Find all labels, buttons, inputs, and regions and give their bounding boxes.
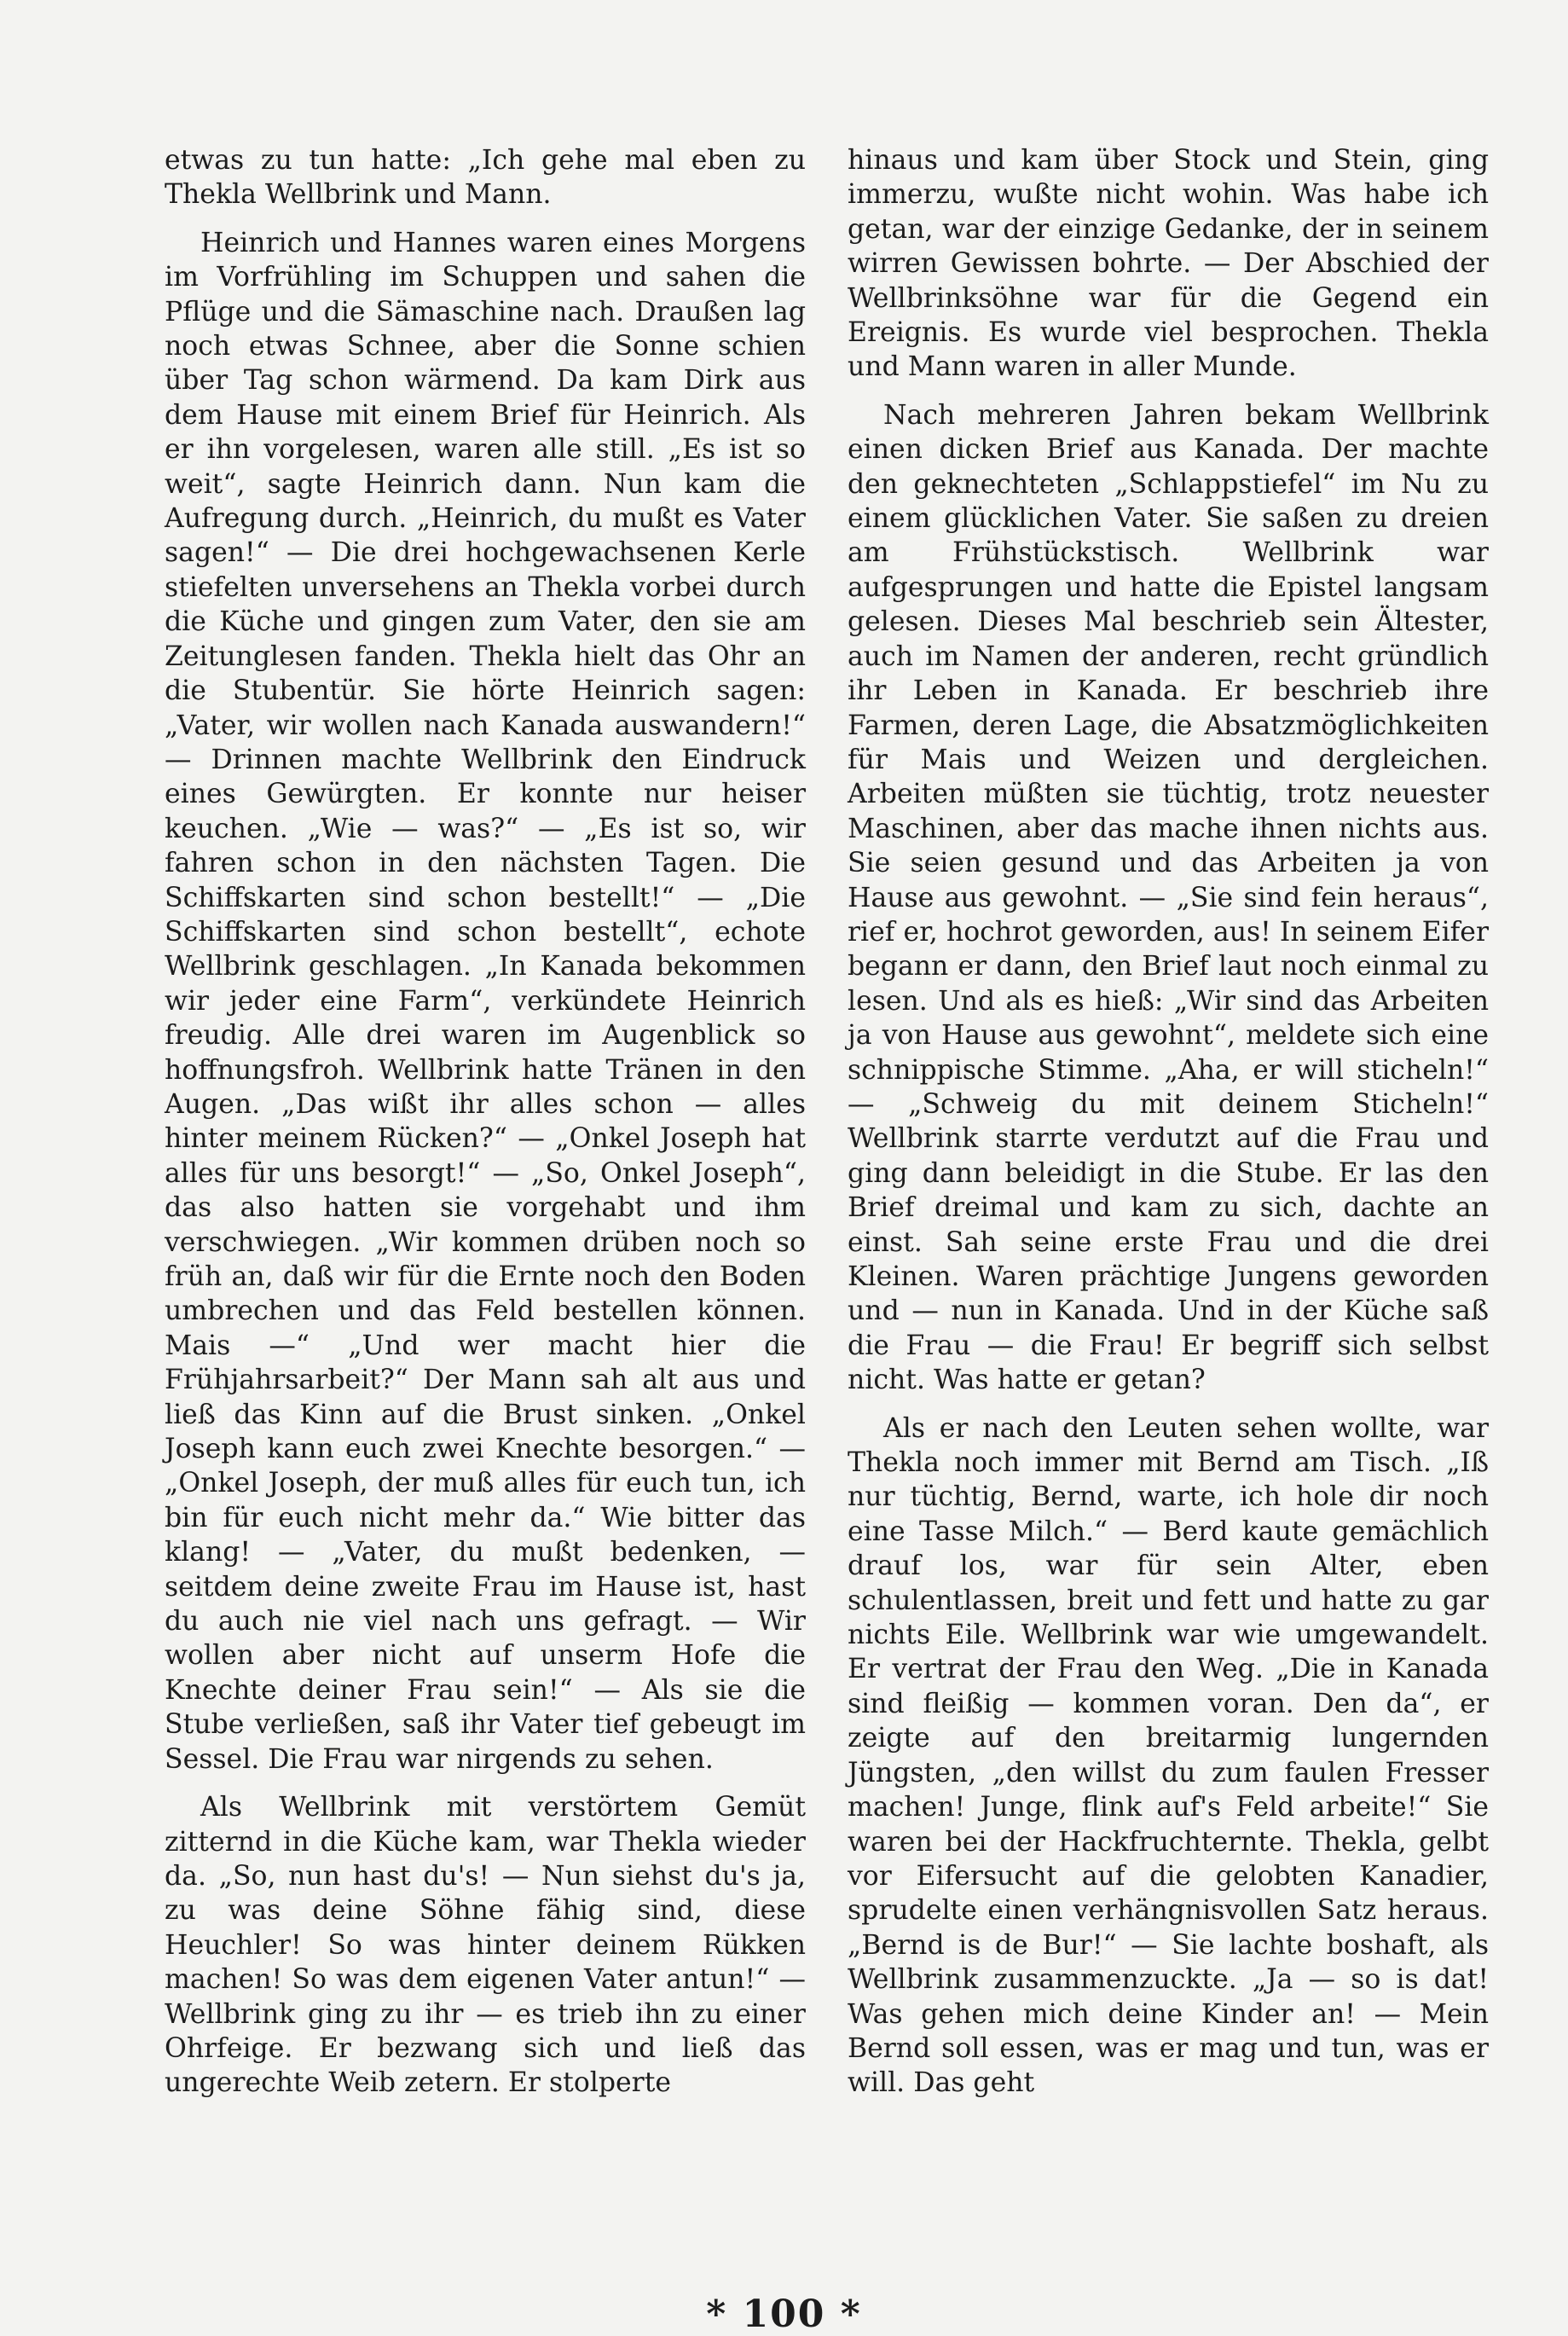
- right-text-column: [848, 143, 1489, 2101]
- paragraph: Nach mehreren Jahren bekam Wellbrink einen dicken Brief aus Kanada. Der machte den geknechteten „Schlappstiefel“ im Nu zu einem glücklichen Vater. Sie saßen zu dreien am Frühstückstisch. Wellbrink war aufgesprungen und hatte die Epistel langsam gelesen. Dieses Mal beschrieb sein Ältester, auch im Namen der anderen, recht gründlich ihr Leben in Kanada. Er beschrieb ihre Farmen, deren Lage, die Absatzmöglichkeiten für Mais und Weizen und dergleichen. Arbeiten müßten sie tüchtig, trotz neuester Maschinen, aber das mache ihnen nichts aus. Sie seien gesund und das Arbeiten ja von Hause aus gewohnt. — „Sie sind fein heraus“, rief er, hochrot geworden, aus! In seinem Eifer begann er dann, den Brief laut noch einmal zu lesen. Und als es hieß: „Wir sind das Arbeiten ja von Hause aus gewohnt“, meldete sich eine schnippische Stimme. „Aha, er will sticheln!“ — „Schweig du mit deinem Sticheln!“ Wellbrink starrte verdutzt auf die Frau und ging dann beleidigt in die Stube. Er las den Brief dreimal und kam zu sich, dachte an einst. Sah seine erste Frau und die drei Kleinen. Waren prächtige Jungens geworden und — nun in Kanada. Und in der Küche saß die Frau — die Frau! Er begriff sich selbst nicht. Was hatte er getan?: [848, 399, 1489, 1396]
- paragraph: etwas zu tun hatte: „Ich gehe mal eben zu Thekla Wellbrink und Mann.: [165, 145, 806, 211]
- paragraph: Als er nach den Leuten sehen wollte, war Thekla noch immer mit Bernd am Tisch. „Iß nur tüchtig, Bernd, warte, ich hole dir noch eine Tasse Milch.“ — Berd kaute gemächlich drauf los, war für sein Alter, eben schulentlassen, breit und fett und hatte zu gar nichts Eile. Wellbrink war wie umgewandelt. Er vertrat der Frau den Weg. „Die in Kanada sind fleißig — kommen voran. Den da“, er zeigte auf den breitarmig lungernden Jüngsten, „den willst du zum faulen Fresser machen! Junge, flink auf's Feld arbeite!“ Sie waren bei der Hackfruchternte. Thekla, gelbt vor Eifersucht auf die gelobten Kanadier, sprudelte einen verhängnisvollen Satz heraus. „Bernd is de Bur!“ — Sie lachte boshaft, als Wellbrink zusammenzuckte. „Ja — so is dat! Was gehen mich deine Kinder an! — Mein Bernd soll essen, was er mag und tun, was er will. Das geht: [848, 1412, 1489, 2099]
- left-text-column: [165, 143, 806, 2101]
- paragraph: Als Wellbrink mit verstörtem Gemüt zitternd in die Küche kam, war Thekla wieder da. „So, nun hast du's! — Nun siehst du's ja, zu was deine Söhne fähig sind, diese Heuchler! So was hinter deinem Rükken machen! So was dem eigenen Vater antun!“ — Wellbrink ging zu ihr — es trieb ihn zu einer Ohrfeige. Er bezwang sich und ließ das ungerechte Weib zetern. Er stolperte: [165, 1792, 806, 2099]
- paragraph: hinaus und kam über Stock und Stein, ging immerzu, wußte nicht wohin. Was habe ich getan, war der einzige Gedanke, der in seinem wirren Gewissen bohrte. — Der Abschied der Wellbrinksöhne war für die Gegend ein Ereignis. Es wurde viel besprochen. Thekla und Mann waren in aller Munde.: [848, 145, 1489, 383]
- page-number: * 100 *: [706, 2293, 862, 2336]
- paragraph: Heinrich und Hannes waren eines Morgens im Vorfrühling im Schuppen und sahen die Pflüge und die Sämaschine nach. Draußen lag noch etwas Schnee, aber die Sonne schien über Tag schon wärmend. Da kam Dirk aus dem Hause mit einem Brief für Heinrich. Als er ihn vorgelesen, waren alle still. „Es ist so weit“, sagte Heinrich dann. Nun kam die Aufregung durch. „Heinrich, du mußt es Vater sagen!“ — Die drei hochgewachsenen Kerle stiefelten unversehens an Thekla vorbei durch die Küche und gingen zum Vater, den sie am Zeitunglesen fanden. Thekla hielt das Ohr an die Stubentür. Sie hörte Heinrich sagen: „Vater, wir wollen nach Kanada auswandern!“ — Drinnen machte Wellbrink den Eindruck eines Gewürgten. Er konnte nur heiser keuchen. „Wie — was?“ — „Es ist so, wir fahren schon in den nächsten Tagen. Die Schiffskarten sind schon bestellt!“ — „Die Schiffskarten sind schon bestellt“, echote Wellbrink geschlagen. „In Kanada bekommen wir jeder eine Farm“, verkündete Heinrich freudig. Alle drei waren im Augenblick so hoffnungsfroh. Wellbrink hatte Tränen in den Augen. „Das wißt ihr alles schon — alles hinter meinem Rücken?“ — „Onkel Joseph hat alles für uns besorgt!“ — „So, Onkel Joseph“, das also hatten sie vorgehabt und ihm verschwiegen. „Wir kommen drüben noch so früh an, daß wir für die Ernte noch den Boden umbrechen und das Feld bestellen können. Mais —“ „Und wer macht hier die Frühjahrsarbeit?“ Der Mann sah alt aus und ließ das Kinn auf die Brust sinken. „Onkel Joseph kann euch zwei Knechte besorgen.“ — „Onkel Joseph, der muß alles für euch tun, ich bin für euch nicht mehr da.“ Wie bitter das klang! — „Vater, du mußt bedenken, — seitdem deine zweite Frau im Hause ist, hast du auch nie viel nach uns gefragt. — Wir wollen aber nicht auf unserm Hofe die Knechte deiner Frau sein!“ — Als sie die Stube verließen, saß ihr Vater tief gebeugt im Sessel. Die Frau war nirgends zu sehen.: [165, 227, 806, 1775]
